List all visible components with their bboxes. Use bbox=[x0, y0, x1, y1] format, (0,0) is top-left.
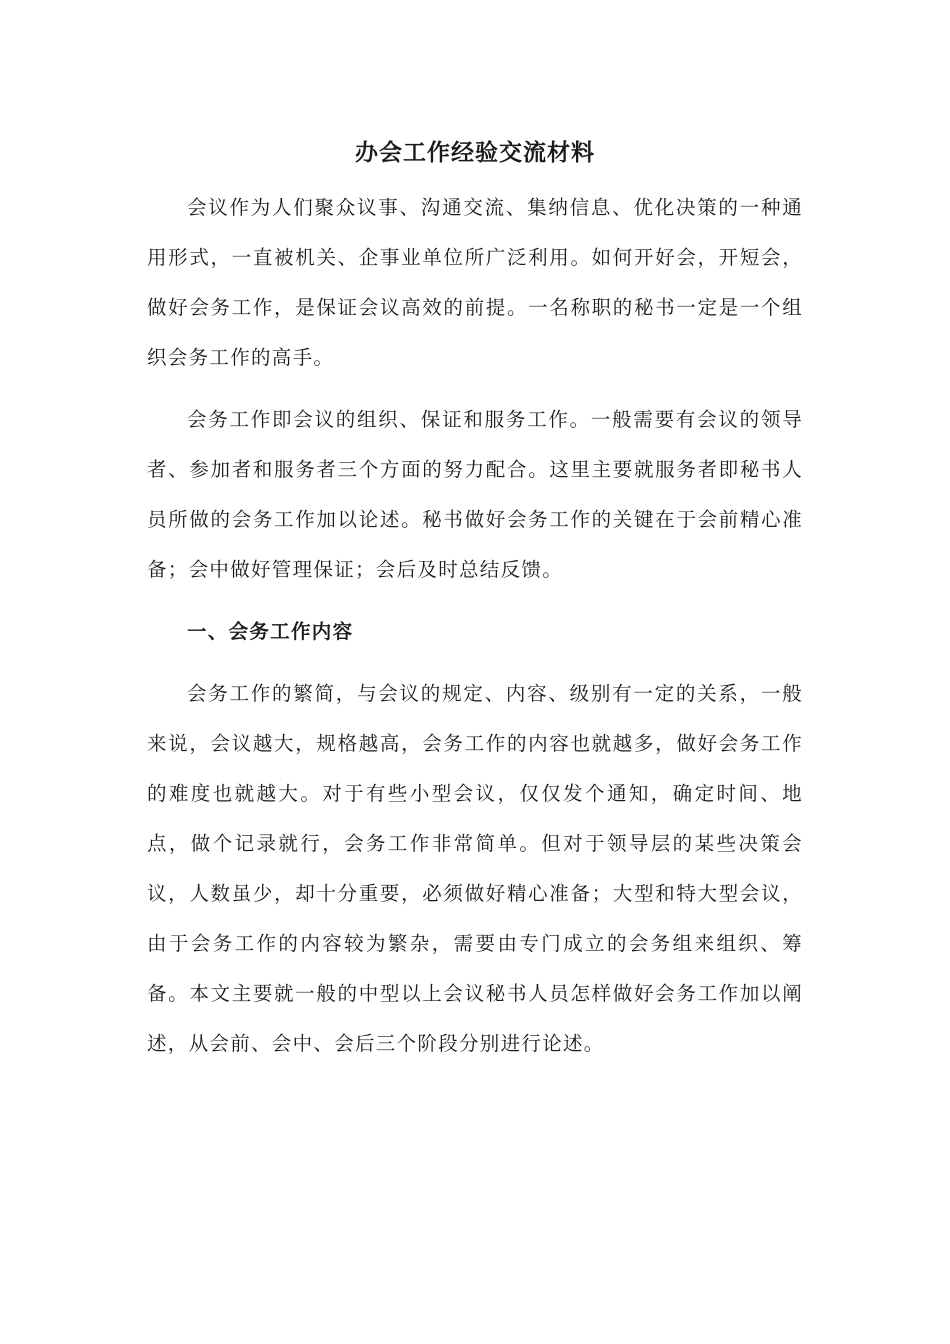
document-title: 办会工作经验交流材料 bbox=[355, 139, 595, 166]
section-heading: 一、会务工作内容 bbox=[186, 620, 354, 643]
document-body bbox=[147, 131, 803, 1069]
intro-paragraph-2: 会务工作即会议的组织、保证和服务工作。一般需要有会议的领导者、参加者和服务者三个方面的努力配合。这里主要就服务者即秘书人员所做的会务工作加以论述。秘书做好会务工作的关键在于会前精心准备；会中做好管理保证；会后及时总结反馈。 bbox=[147, 408, 803, 581]
section-paragraph: 会务工作的繁简，与会议的规定、内容、级别有一定的关系，一般来说，会议越大，规格越高，会务工作的内容也就越多，做好会务工作的难度也就越大。对于有些小型会议，仅仅发个通知，确定时间、地点，做个记录就行，会务工作非常简单。但对于领导层的某些决策会议，人数虽少，却十分重要，必须做好精心准备；大型和特大型会议，由于会务工作的内容较为繁杂，需要由专门成立的会务组来组织、筹备。本文主要就一般的中型以上会议秘书人员怎样做好会务工作加以阐述，从会前、会中、会后三个阶段分别进行论述。 bbox=[147, 682, 803, 1055]
intro-paragraph-1: 会议作为人们聚众议事、沟通交流、集纳信息、优化决策的一种通用形式，一直被机关、企事业单位所广泛利用。如何开好会，开短会，做好会务工作，是保证会议高效的前提。一名称职的秘书一定是一个组织会务工作的高手。 bbox=[147, 196, 803, 369]
